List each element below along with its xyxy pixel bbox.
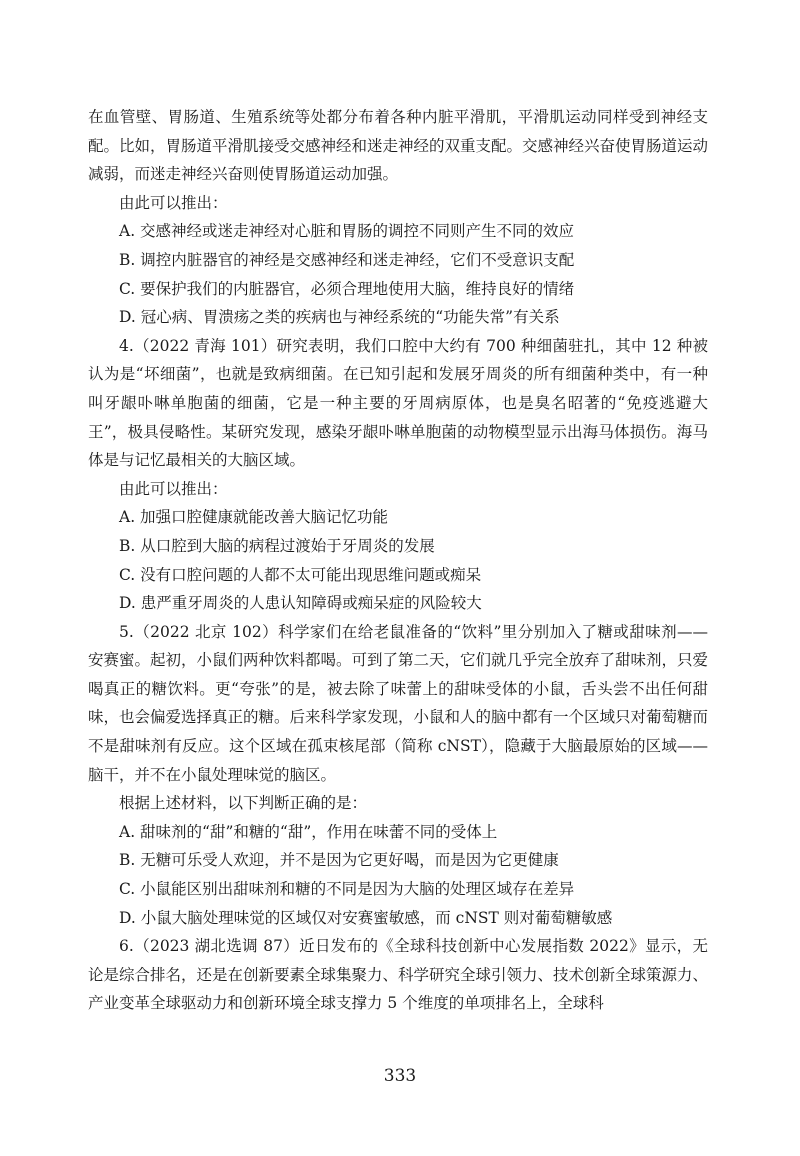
q3-option-d: D. 冠心病、胃溃疡之类的疾病也与神经系统的“功能失常”有关系 xyxy=(119,308,560,327)
q3-prompt: 由此可以推出： xyxy=(119,193,228,212)
q5-option-c: C. 小鼠能区别出甜味剂和糖的不同是因为大脑的处理区域存在差异 xyxy=(119,880,575,899)
question-6-stem: 6.（2023 湖北选调 87）近日发布的《全球科技创新中心发展指数 2022》显示，无论是综合排名，还是在创新要素全球集聚力、科学研究全球引领力、技术创新全球策源力、产业变革全球驱动力和创新环境全球支撑力 5 个维度的单项排名上，全球科 xyxy=(88,937,709,1013)
page-number: 333 xyxy=(383,1066,417,1086)
q4-option-b: B. 从口腔到大脑的病程过渡始于牙周炎的发展 xyxy=(119,536,435,555)
q3-option-b: B. 调控内脏器官的神经是交感神经和迷走神经，它们不受意识支配 xyxy=(119,250,575,269)
q5-option-a: A. 甜味剂的“甜”和糖的“甜”，作用在味蕾不同的受体上 xyxy=(119,822,498,841)
q5-option-b: B. 无糖可乐受人欢迎，并不是因为它更好喝，而是因为它更健康 xyxy=(119,851,559,870)
q4-option-d: D. 患严重牙周炎的人患认知障碍或痴呆症的风险较大 xyxy=(119,594,482,613)
question-4-stem: 4.（2022 青海 101）研究表明，我们口腔中大约有 700 种细菌驻扎，其中 12 种被认为是“坏细菌”，也就是致病细菌。在已知引起和发展牙周炎的所有细菌种类中，有一种叫牙龈卟啉单胞菌的细菌，它是一种主要的牙周病原体，也是臭名昭著的“免疫逃避大王”，极具侵略性。某研究发现，感染牙龈卟啉单胞菌的动物模型显示出海马体损伤。海马体是与记忆最相关的大脑区域。 xyxy=(88,336,708,470)
q4-prompt: 由此可以推出： xyxy=(119,479,228,498)
q3-option-a: A. 交感神经或迷走神经对心脏和胃肠的调控不同则产生不同的效应 xyxy=(119,222,575,241)
q4-option-a: A. 加强口腔健康就能改善大脑记忆功能 xyxy=(119,508,389,527)
q4-option-c: C. 没有口腔问题的人都不太可能出现思维问题或痴呆 xyxy=(119,565,482,584)
page-text xyxy=(88,103,708,1018)
q5-option-d: D. 小鼠大脑处理味觉的区域仅对安赛蜜敏感，而 cNST 则对葡萄糖敏感 xyxy=(119,908,613,927)
q3-option-c: C. 要保护我们的内脏器官，必须合理地使用大脑，维持良好的情绪 xyxy=(119,279,575,298)
question-5-stem: 5.（2022 北京 102）科学家们在给老鼠准备的“饮料”里分别加入了糖或甜味剂——安赛蜜。起初，小鼠们两种饮料都喝。可到了第二天，它们就几乎完全放弃了甜味剂，只爱喝真正的糖饮料。更“夸张”的是，被去除了味蕾上的甜味受体的小鼠，舌头尝不出任何甜味，也会偏爱选择真正的糖。后来科学家发现，小鼠和人的脑中都有一个区域只对葡萄糖而不是甜味剂有反应。这个区域在孤束核尾部（简称 cNST），隐藏于大脑最原始的区域——脑干，并不在小鼠处理味觉的脑区。 xyxy=(88,622,709,784)
q5-prompt: 根据上述材料，以下判断正确的是： xyxy=(119,794,368,813)
continued-paragraph: 在血管壁、胃肠道、生殖系统等处都分布着各种内脏平滑肌，平滑肌运动同样受到神经支配。比如，胃肠道平滑肌接受交感神经和迷走神经的双重支配。交感神经兴奋使胃肠道运动减弱，而迷走神经兴奋则使胃肠道运动加强。 xyxy=(88,108,709,184)
